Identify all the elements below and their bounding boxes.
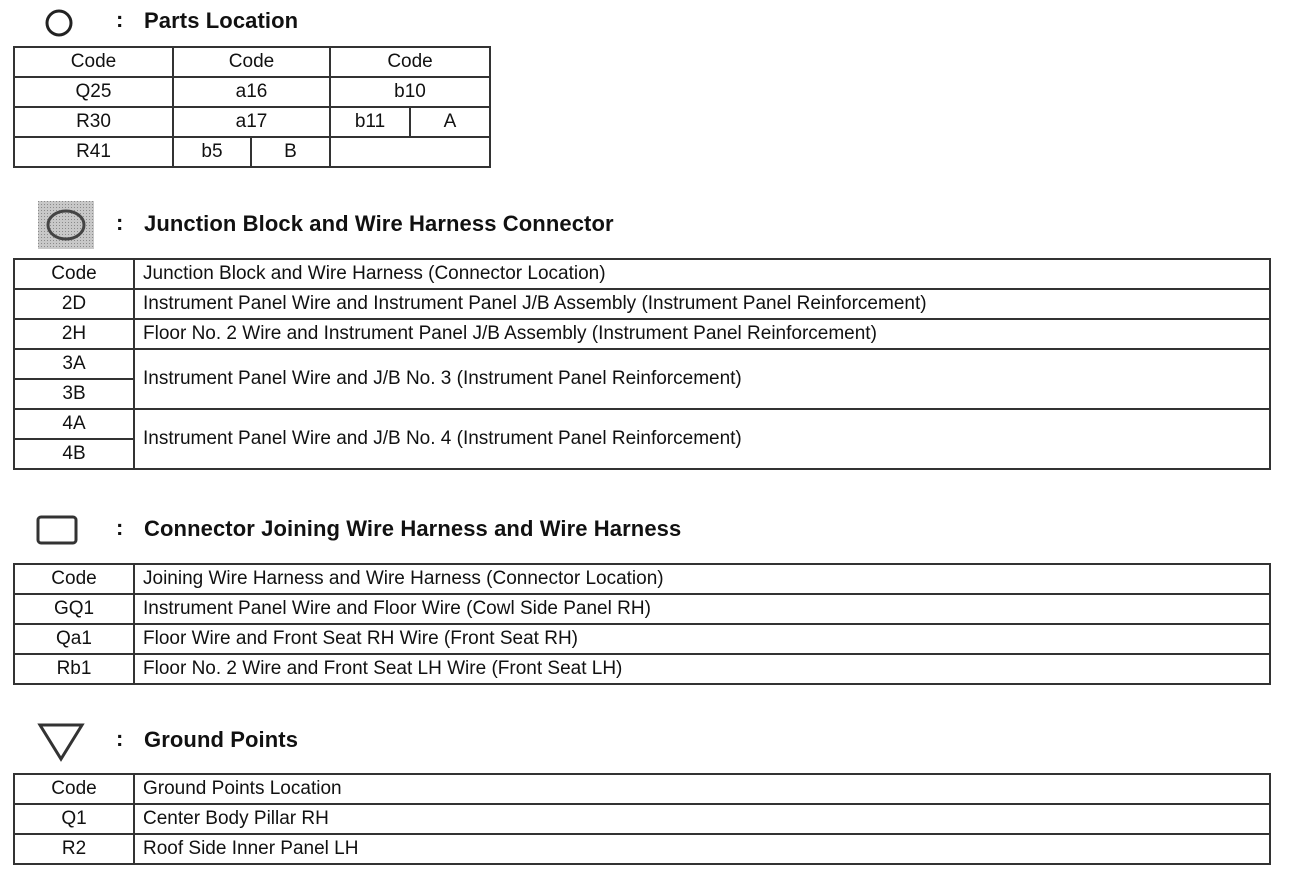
code-cell: Q1	[14, 804, 134, 834]
header-location: Ground Points Location	[134, 774, 1270, 804]
code-cell: 2H	[14, 319, 134, 349]
parts-location-title: Parts Location	[144, 8, 299, 33]
description-cell: Instrument Panel Wire and J/B No. 3 (Instrument Panel Reinforcement)	[134, 349, 1270, 409]
code-cell: R30	[14, 107, 173, 137]
code-cell: a16	[173, 77, 330, 107]
parts-location-table	[13, 46, 491, 168]
junction-block-table	[13, 258, 1271, 470]
code-cell: 2D	[14, 289, 134, 319]
table-row	[14, 137, 490, 167]
description-cell: Floor Wire and Front Seat RH Wire (Front Seat RH)	[134, 624, 1270, 654]
code-cell: A	[410, 107, 490, 137]
code-cell: a17	[173, 107, 330, 137]
code-cell: R41	[14, 137, 173, 167]
header-location: Junction Block and Wire Harness (Connector Location)	[134, 259, 1270, 289]
description-cell: Roof Side Inner Panel LH	[134, 834, 1270, 864]
code-cell: 3A	[14, 349, 134, 379]
table-row	[14, 409, 1270, 439]
connector-joining-table	[13, 563, 1271, 685]
header-code: Code	[14, 564, 134, 594]
shaded-circle-icon	[38, 201, 94, 249]
junction-block-title: Junction Block and Wire Harness Connector	[144, 211, 614, 236]
empty-cell	[330, 137, 490, 167]
code-cell: 4A	[14, 409, 134, 439]
ground-colon: :	[116, 726, 124, 751]
ground-points-title: Ground Points	[144, 727, 299, 752]
description-cell: Floor No. 2 Wire and Instrument Panel J/B Assembly (Instrument Panel Reinforcement)	[134, 319, 1270, 349]
code-cell: Qa1	[14, 624, 134, 654]
code-cell: Rb1	[14, 654, 134, 684]
parts-colon: :	[116, 7, 124, 32]
table-row	[14, 77, 490, 107]
connector-joining-title: Connector Joining Wire Harness and Wire Harness	[144, 516, 682, 541]
description-cell: Floor No. 2 Wire and Front Seat LH Wire (Front Seat LH)	[134, 654, 1270, 684]
table-row	[14, 624, 1270, 654]
triangle-down-icon	[36, 721, 86, 763]
ground-points-heading	[0, 723, 1312, 757]
description-cell: Instrument Panel Wire and J/B No. 4 (Instrument Panel Reinforcement)	[134, 409, 1270, 469]
code-cell: 4B	[14, 439, 134, 469]
header-code: Code	[330, 47, 490, 77]
code-cell: B	[251, 137, 330, 167]
table-row	[14, 107, 490, 137]
junction-colon: :	[116, 210, 124, 235]
code-cell: R2	[14, 834, 134, 864]
table-row	[14, 834, 1270, 864]
table-row	[14, 804, 1270, 834]
description-cell: Center Body Pillar RH	[134, 804, 1270, 834]
header-code: Code	[14, 774, 134, 804]
table-row	[14, 349, 1270, 379]
code-cell: b10	[330, 77, 490, 107]
ground-points-table	[13, 773, 1271, 865]
header-location: Joining Wire Harness and Wire Harness (Connector Location)	[134, 564, 1270, 594]
table-row	[14, 654, 1270, 684]
rounded-rectangle-icon	[36, 514, 80, 546]
table-header-row	[14, 47, 490, 77]
description-cell: Instrument Panel Wire and Instrument Panel J/B Assembly (Instrument Panel Reinforcement)	[134, 289, 1270, 319]
code-cell: Q25	[14, 77, 173, 107]
circle-outline-icon	[44, 8, 74, 38]
code-cell: b11	[330, 107, 410, 137]
table-row	[14, 594, 1270, 624]
table-header-row	[14, 259, 1270, 289]
header-code: Code	[14, 47, 173, 77]
code-cell: 3B	[14, 379, 134, 409]
table-row	[14, 289, 1270, 319]
table-header-row	[14, 774, 1270, 804]
description-cell: Instrument Panel Wire and Floor Wire (Cowl Side Panel RH)	[134, 594, 1270, 624]
connector-colon: :	[116, 515, 124, 540]
table-header-row	[14, 564, 1270, 594]
junction-block-heading	[0, 207, 1312, 241]
parts-location-heading	[0, 4, 1312, 38]
code-cell: b5	[173, 137, 251, 167]
code-cell: GQ1	[14, 594, 134, 624]
header-code: Code	[173, 47, 330, 77]
connector-joining-heading	[0, 512, 1312, 546]
table-row	[14, 319, 1270, 349]
header-code: Code	[14, 259, 134, 289]
